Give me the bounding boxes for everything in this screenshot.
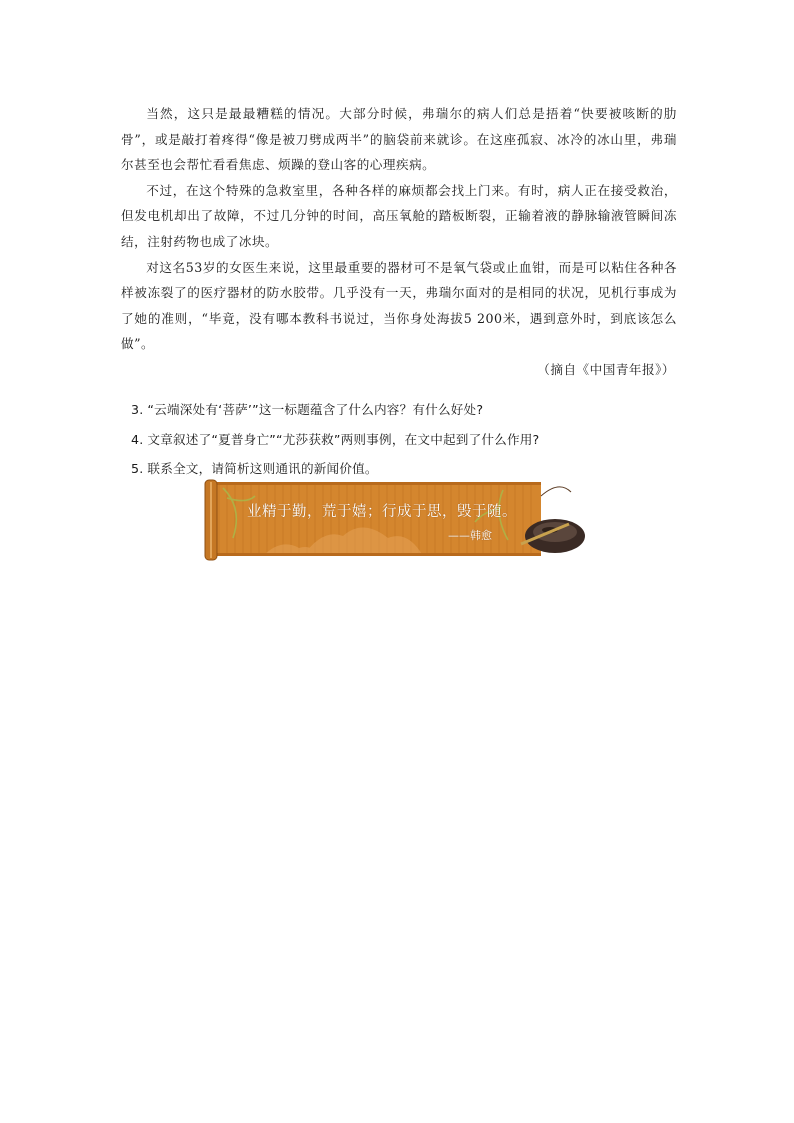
scroll-string <box>541 487 571 496</box>
question-text: “云端深处有‘菩萨’”这一标题蕴含了什么内容？有什么好处? <box>147 402 484 417</box>
article-paragraph: 当然，这只是最最糟糕的情况。大部分时候，弗瑞尔的病人们总是捂着“快要被咳断的肋骨”，或是敲打着疼得“像是被刀劈成两半”的脑袋前来就诊。在这座孤寂、冰冷的冰山里，弗瑞尔甚至也会帮忙看看焦虑、烦躁的登山客的心理疾病。 <box>121 106 677 173</box>
motto-text: 业精于勤，荒于嬉；行成于思，毁于随。 <box>247 504 517 520</box>
motto-author: ——韩愈 <box>448 529 492 542</box>
scroll-bottom-edge <box>211 553 541 556</box>
question-number: 5. <box>131 461 144 476</box>
question-text: 联系全文，请简析这则通讯的新闻价值。 <box>147 461 378 476</box>
question-number: 3. <box>131 402 144 417</box>
article-source: （摘自《中国青年报》） <box>537 361 675 377</box>
article-paragraph: 不过，在这个特殊的急救室里，各种各样的麻烦都会找上门来。有时，病人正在接受救治，但发电机却出了故障，不过几分钟的时间，高压氧舱的踏板断裂，正输着液的静脉输液管瞬间冻结，注射药物也成了冰块。 <box>121 182 677 249</box>
question-number: 4. <box>131 431 144 447</box>
question-list <box>131 395 691 484</box>
question-item <box>131 395 691 425</box>
question-text: 文章叙述了“夏普身亡”“尤莎获救”两则事例，在文中起到了什么作用? <box>147 431 540 447</box>
question-item <box>131 425 691 455</box>
article-paragraph: 对这名53岁的女医生来说，这里最重要的器材可不是氧气袋或止血钳，而是可以粘住各种各样被冻裂了的医疗器材的防水胶带。几乎没有一天，弗瑞尔面对的是相同的状况，见机行事成为了她的准则，“毕竟，没有哪本教科书说过，当你身处海拔5 200米，遇到意外时，到底该怎么做”。 <box>121 259 677 352</box>
motto-banner <box>203 478 589 562</box>
scroll-top-edge <box>211 482 541 485</box>
article-body <box>121 101 677 383</box>
